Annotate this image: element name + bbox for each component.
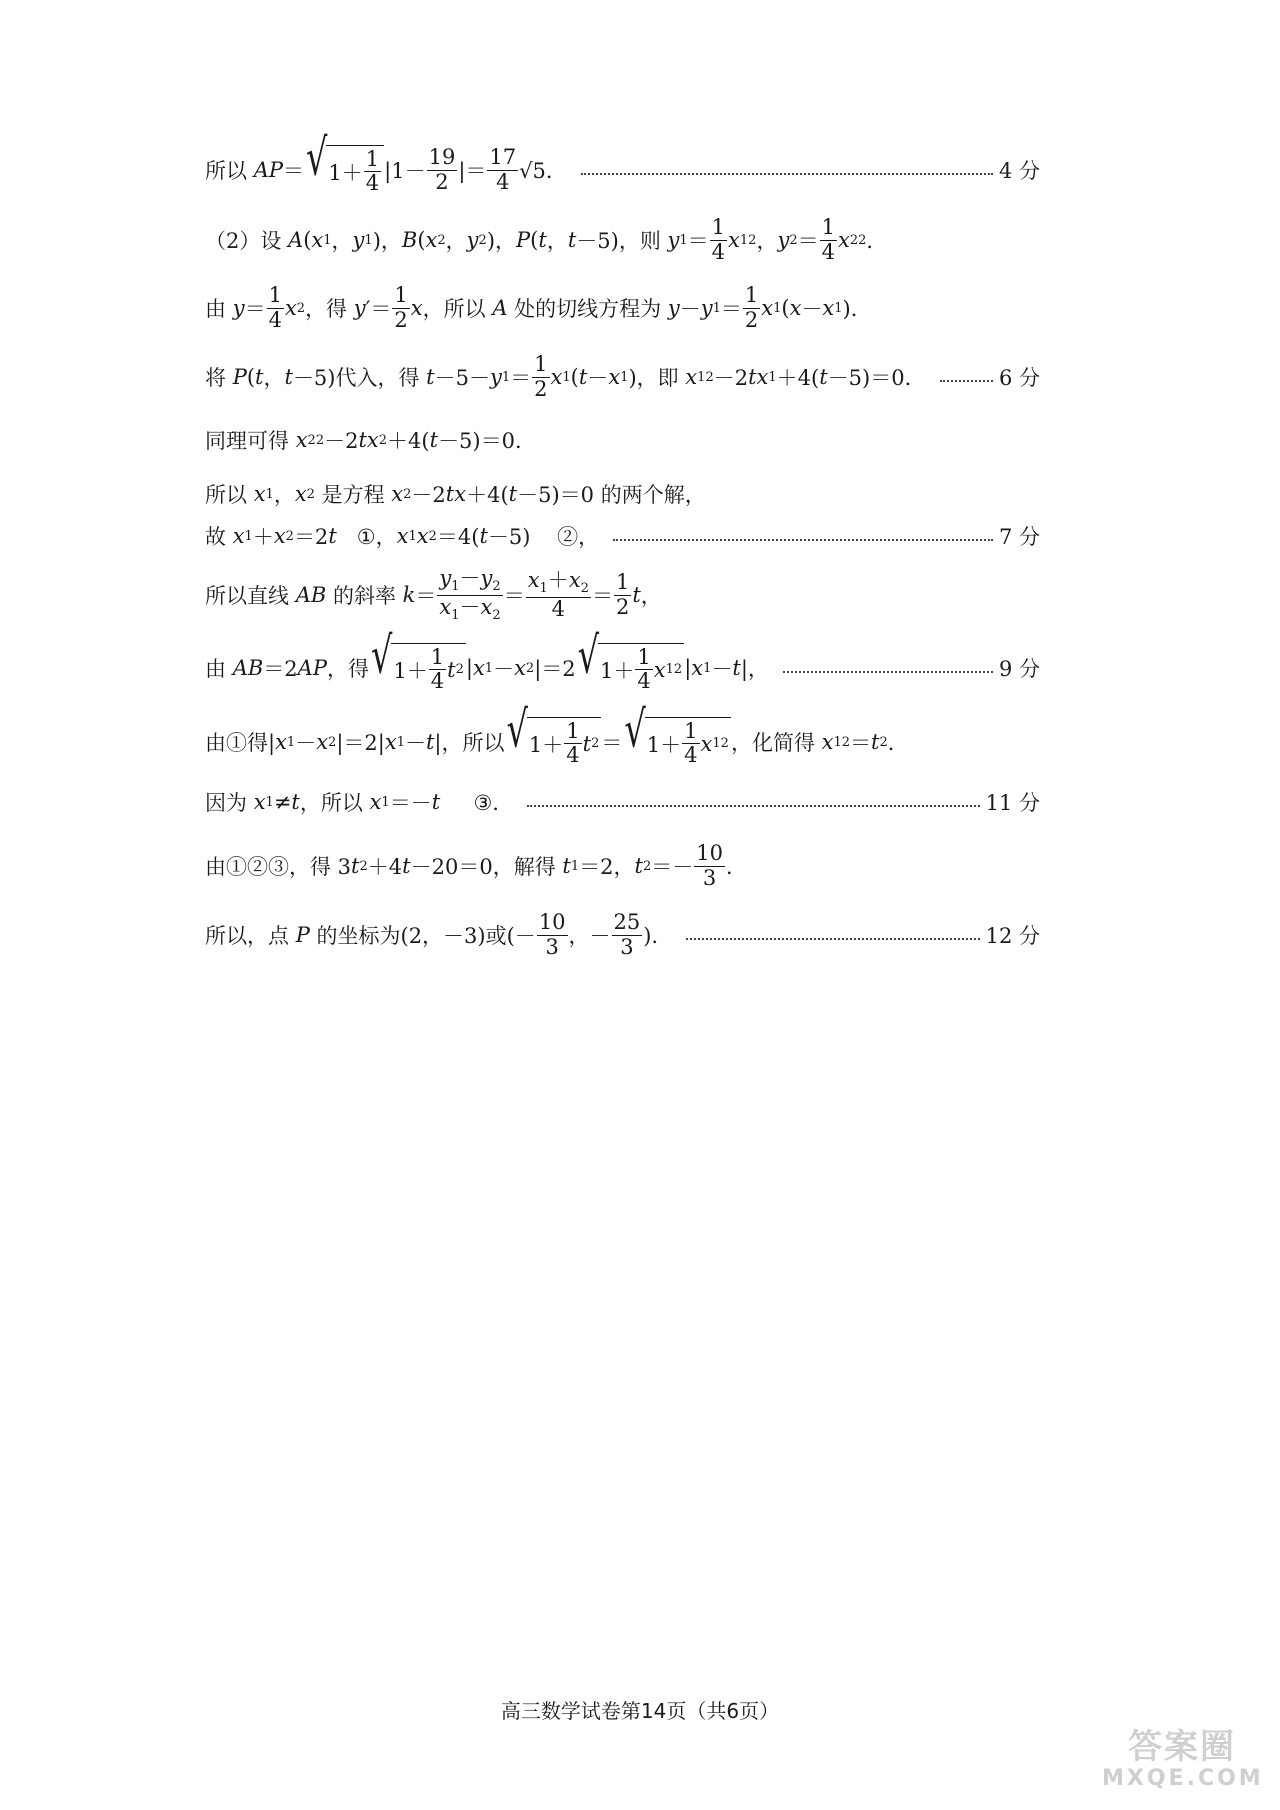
watermark-logo	[1102, 1728, 1262, 1798]
solution-line-11: 因为 x 1 ≠ t ，所以 x 1 ＝－ t ③． 11 分	[205, 782, 1040, 822]
solution-line-1: 所以 AP ＝ √ 1＋ $\frac{1}{4}$ |1－ $\frac{19}{2}$ |＝ $\frac{17}{4}$ √5． 4 分	[205, 127, 1040, 195]
solution-line-5: 同理可得 x 2 2 －2 tx 2 ＋4( t －5)＝0．	[205, 428, 536, 453]
score-9: 9 分	[998, 657, 1040, 681]
solution-line-12: 由①②③，得 3 t 2 ＋4 t －20＝0，解得 t 1 ＝2， t 2 ＝－ $\frac{10}{3}$ ．	[205, 841, 747, 890]
score-12: 12 分	[985, 924, 1040, 948]
score-11: 11 分	[985, 791, 1040, 815]
solution-line-4: 将 P ( t ， t －5)代入，得 t －5－ y 1 ＝ $\frac{1}{2}$ x 1 ( t － x 1 )，即 x 1 2 －2 tx 1 ＋4( t －5)＝0． 6 分	[205, 352, 1040, 401]
score-7: 7 分	[998, 525, 1040, 549]
solution-line-10: 由①得| x 1 － x 2 |＝2| x 1 － t |，所以 √ 1＋ $\frac{1}{4}$ t 2 ＝ √ 1＋ $\frac{1}{4}$ x 1 2 ，化简得 x 1 2 ＝ t 2 ．	[205, 699, 909, 767]
solution-line-6: 所以 x 1 ， x 2 是方程 x 2 －2 tx ＋4( t －5)＝0 的两个解，	[205, 482, 706, 507]
watermark-top: 答案圈	[1128, 1727, 1236, 1767]
score-4: 4 分	[998, 159, 1040, 183]
solution-line-13: 所以，点 P 的坐标为(2，－3)或(－ $\frac{10}{3}$ ，－ $\frac{25}{3}$ )． 12 分	[205, 910, 1040, 959]
solution-line-2: （2）设 A ( x 1 ， y 1 )， B ( x 2 ， y 2 )， P ( t ， t －5)，则 y 1 ＝ $\frac{1}{4}$ x 1 2 ， y 2 ＝ $\frac{1}{4}$ x 2 2 ．	[205, 215, 888, 264]
page-footer: 高三数学试卷第14页（共6页）	[500, 1699, 780, 1723]
solution-line-3: 由 y ＝ $\frac{1}{4}$ x 2 ，得 y ′＝ $\frac{1}{2}$ x ，所以 A 处的切线方程为 y － y 1 ＝ $\frac{1}{2}$ x 1 ( x － x 1 )．	[205, 283, 872, 332]
solution-line-9: 由 AB ＝2 AP ，得 √ 1＋ $\frac{1}{4}$ t 2 | x 1 － x 2 |＝2 √ 1＋ $\frac{1}{4}$ x 1 2 | x 1 － t |， 9 分	[205, 625, 1040, 693]
solution-line-8: 所以直线 AB 的斜率 k ＝ $\frac{y_1-y_2}{x_1-x_2}$ ＝ $\frac{x_1+x_2}{4}$ ＝ $\frac{1}{2}$ t ，	[205, 566, 662, 623]
solution-line-7: 故 x 1 ＋ x 2 ＝2 t ①， x 1 x 2 ＝4( t －5) ②， 7 分	[205, 516, 1040, 556]
watermark-bottom: MXQE.COM	[1102, 1766, 1264, 1791]
score-6: 6 分	[998, 366, 1040, 390]
